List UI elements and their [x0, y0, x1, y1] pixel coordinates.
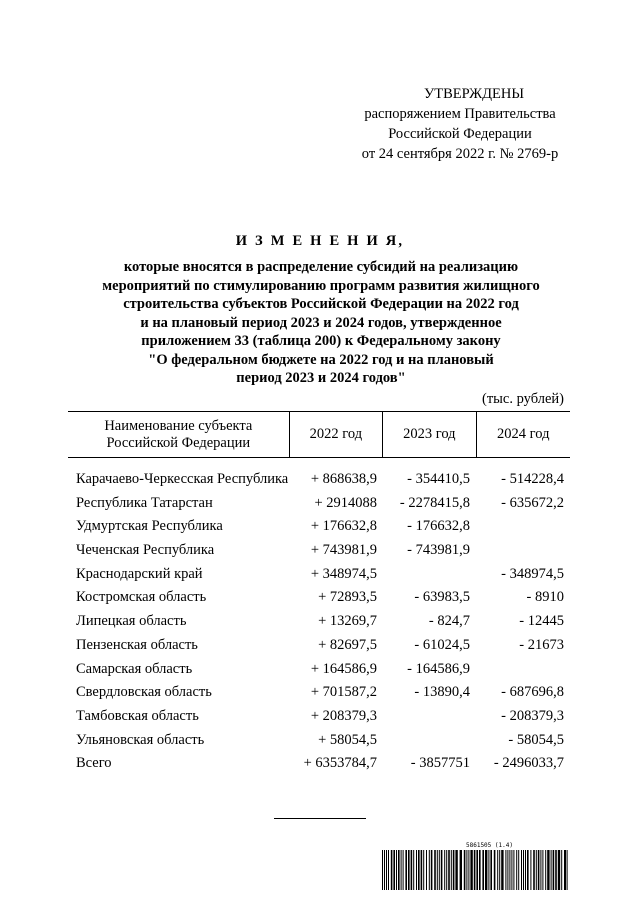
approval-line-2: Российской Федерации — [388, 126, 532, 142]
value-2023-cell: - 2278415,8 — [399, 494, 470, 511]
table-row — [68, 610, 570, 634]
region-cell: Липецкая область — [76, 613, 187, 630]
value-2024-cell: - 687696,8 — [501, 684, 564, 701]
table-row — [68, 586, 570, 610]
table-row — [68, 539, 570, 563]
table-row — [68, 752, 570, 776]
table-row — [68, 515, 570, 539]
units-label: (тыс. рублей) — [482, 391, 564, 407]
subtitle-line: строительства субъектов Российской Федерации на 2022 год — [123, 296, 519, 312]
value-2023-cell: - 743981,9 — [407, 542, 470, 559]
value-2024-cell — [476, 518, 570, 535]
value-2024-cell — [476, 542, 570, 559]
value-2022-cell: + 58054,5 — [318, 731, 377, 748]
value-2022-cell: + 743981,9 — [310, 542, 377, 559]
table-row — [68, 705, 570, 729]
subtitle-line: приложением 33 (таблица 200) к Федеральному закону — [141, 333, 501, 349]
table-row — [68, 492, 570, 516]
table-row — [68, 681, 570, 705]
header-region: Наименование субъекта Российской Федерации — [104, 417, 253, 451]
region-cell: Республика Татарстан — [76, 494, 213, 511]
value-2023-cell: - 13890,4 — [414, 684, 470, 701]
subtitle-line: которые вносятся в распределение субсидий на реализацию — [123, 259, 519, 275]
header-2022: 2022 год — [289, 412, 382, 457]
region-cell: Пензенская область — [76, 636, 198, 653]
value-2023-cell — [383, 708, 476, 725]
value-2023-cell: - 354410,5 — [407, 471, 470, 487]
value-2022-cell: + 348974,5 — [310, 565, 377, 582]
value-2022-cell: + 868638,9 — [310, 471, 377, 487]
value-2022-cell: + 6353784,7 — [303, 755, 377, 772]
subsidy-table — [68, 411, 570, 776]
region-cell: Всего — [76, 755, 112, 772]
approval-line-1: распоряжением Правительства — [364, 106, 556, 122]
region-cell: Чеченская Республика — [76, 542, 215, 559]
table-row — [68, 658, 570, 682]
table-row — [68, 729, 570, 753]
subtitle-line: мероприятий по стимулированию программ развития жилищного — [102, 277, 540, 294]
subtitle-line: "О федеральном бюджете на 2022 год и на плановый — [148, 351, 494, 368]
table-row — [68, 468, 570, 492]
table-header — [68, 411, 570, 458]
region-cell: Тамбовская область — [76, 707, 199, 724]
value-2024-cell: - 8910 — [526, 589, 564, 606]
region-cell: Костромская область — [76, 589, 207, 606]
region-cell: Краснодарский край — [76, 565, 203, 582]
value-2024-cell: - 12445 — [519, 613, 564, 630]
value-2023-cell — [383, 732, 476, 749]
end-divider — [274, 818, 366, 819]
document-title: И З М Е Н Е Н И Я, — [235, 233, 405, 249]
value-2022-cell: + 176632,8 — [310, 518, 377, 535]
region-cell: Ульяновская область — [76, 731, 205, 748]
value-2023-cell: - 3857751 — [410, 755, 470, 772]
region-cell: Свердловская область — [76, 684, 212, 701]
header-2024: 2024 год — [476, 412, 570, 457]
subtitle-line: и на плановый период 2023 и 2024 годов, утвержденное — [140, 314, 502, 331]
value-2024-cell: - 21673 — [519, 636, 564, 653]
barcode-icon — [382, 850, 568, 890]
value-2024-cell: - 635672,2 — [501, 494, 564, 511]
region-cell: Самарская область — [76, 660, 193, 677]
value-2022-cell: + 164586,9 — [310, 660, 377, 677]
value-2023-cell: - 176632,8 — [407, 518, 470, 535]
table-row — [68, 563, 570, 587]
document-subtitle — [60, 258, 582, 388]
value-2022-cell: + 2914088 — [314, 494, 377, 511]
value-2023-cell: - 61024,5 — [414, 636, 470, 653]
table-row — [68, 634, 570, 658]
approval-block — [335, 84, 585, 164]
value-2022-cell: + 208379,3 — [310, 707, 377, 724]
value-2023-cell: - 164586,9 — [407, 660, 470, 677]
document-code: 5861505 (1.4) — [466, 842, 513, 849]
header-2023: 2023 год — [382, 412, 475, 457]
value-2022-cell: + 82697,5 — [318, 636, 377, 653]
value-2023-cell — [383, 566, 476, 583]
approval-line-3: от 24 сентября 2022 г. № 2769-р — [361, 146, 559, 162]
region-cell: Удмуртская Республика — [76, 518, 223, 535]
value-2022-cell: + 701587,2 — [310, 684, 377, 701]
value-2024-cell: - 2496033,7 — [493, 755, 564, 772]
value-2024-cell: - 208379,3 — [501, 707, 564, 724]
approval-title: УТВЕРЖДЕНЫ — [423, 86, 525, 102]
value-2024-cell: - 348974,5 — [501, 565, 564, 582]
value-2022-cell: + 13269,7 — [318, 613, 377, 630]
region-cell: Карачаево-Черкесская Республика — [76, 471, 289, 487]
value-2024-cell — [476, 661, 570, 678]
value-2024-cell: - 58054,5 — [508, 731, 564, 748]
value-2023-cell: - 824,7 — [428, 613, 470, 630]
table-body — [68, 458, 570, 776]
value-2022-cell: + 72893,5 — [318, 589, 377, 606]
subtitle-line: период 2023 и 2024 годов" — [236, 370, 406, 386]
value-2023-cell: - 63983,5 — [414, 589, 470, 606]
value-2024-cell: - 514228,4 — [501, 471, 564, 487]
